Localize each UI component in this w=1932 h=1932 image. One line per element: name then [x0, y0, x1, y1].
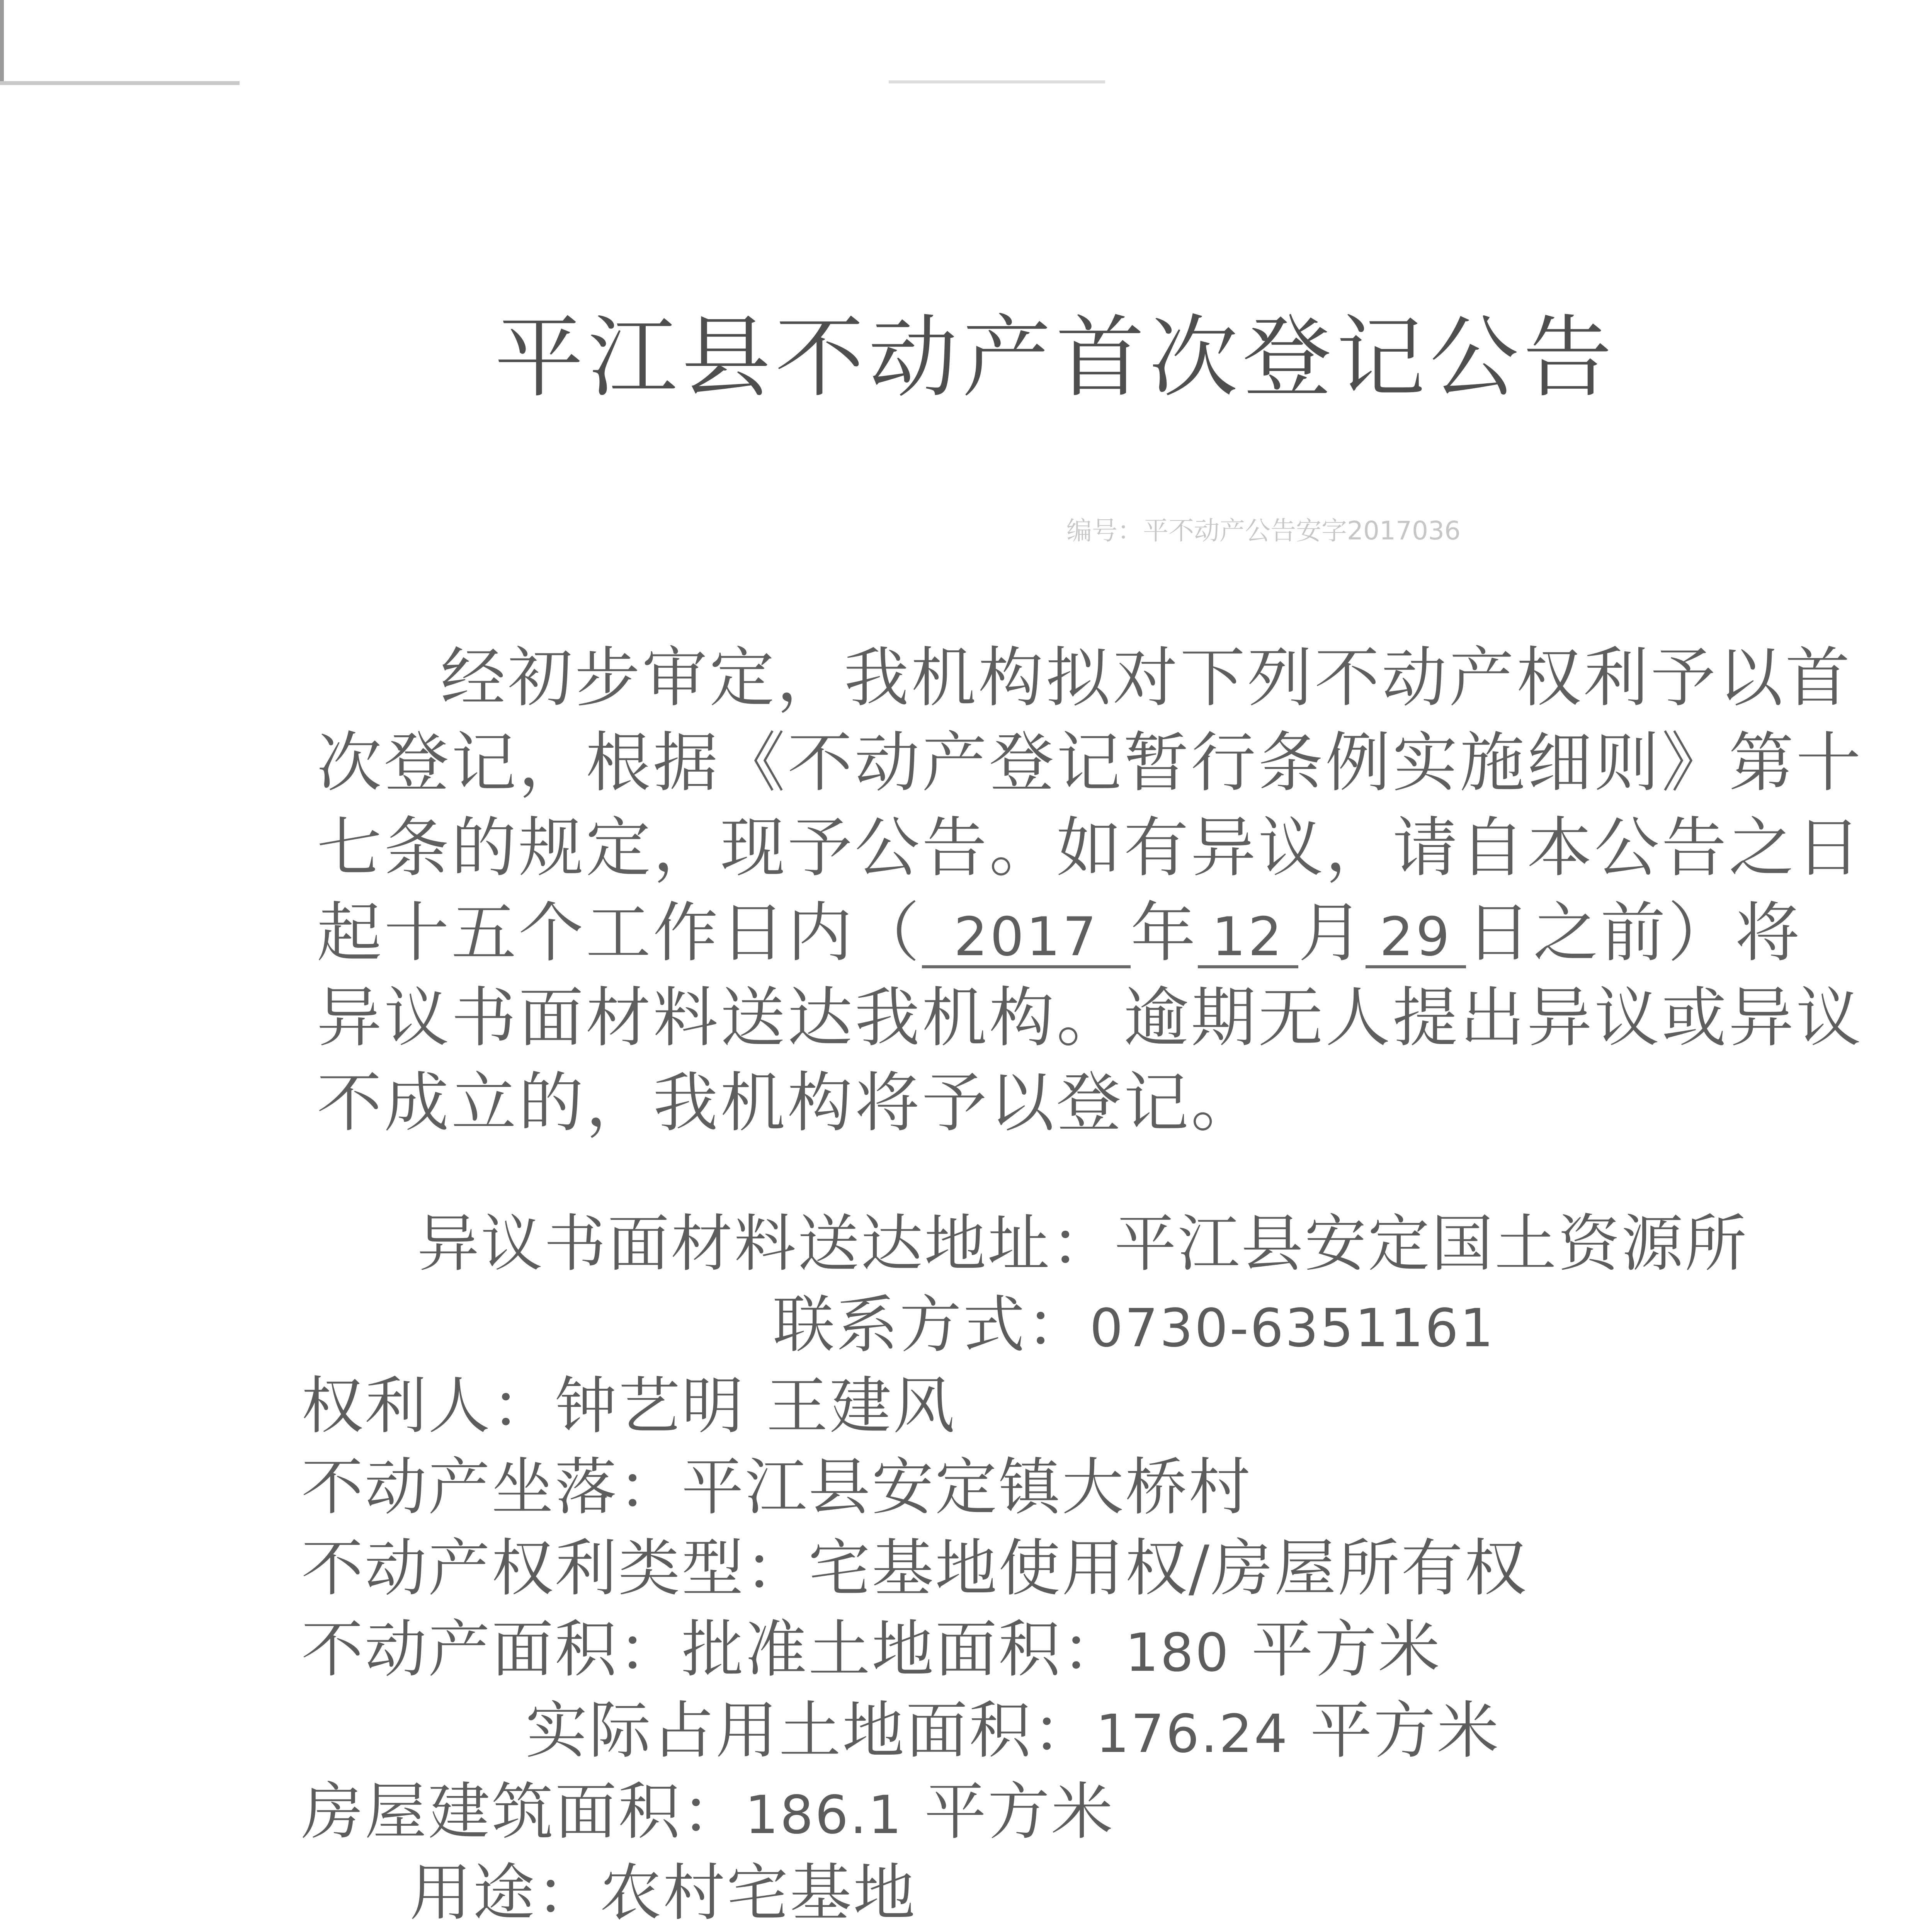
body-line-1: 经初步审定，我机构拟对下列不动产权利予以首 [440, 640, 1852, 716]
owner-label: 权利人： [301, 1370, 555, 1442]
owner-value: 钟艺明 王建风 [555, 1370, 956, 1442]
actual-area-unit: 平方米 [1310, 1694, 1500, 1767]
page-title: 平江县不动产首次登记公告 [495, 306, 1617, 410]
scan-edge-left [0, 0, 4, 85]
usage-label: 用途： [410, 1857, 600, 1929]
deadline-month: 12 [1198, 909, 1298, 968]
approved-area-unit: 平方米 [1251, 1613, 1442, 1685]
deadline-year: 2017 [922, 909, 1131, 968]
body-line-6: 不成立的，我机构将予以登记。 [317, 1065, 1258, 1141]
owner-row [301, 1356, 956, 1445]
contact-row [773, 1275, 1495, 1364]
approved-area-value: 180 [1125, 1622, 1230, 1684]
month-char: 月 [1298, 895, 1366, 971]
building-area-unit: 平方米 [924, 1776, 1115, 1848]
area-label: 不动产面积： [301, 1613, 682, 1685]
building-area-row [301, 1762, 1114, 1851]
right-type-row [301, 1519, 1528, 1607]
contact-value: 0730-6351161 [1090, 1298, 1495, 1359]
usage-value: 农村宅基地 [600, 1857, 917, 1929]
address-value: 平江县安定国土资源所 [1114, 1208, 1748, 1280]
building-area-value: 186.1 [745, 1785, 903, 1846]
location-label: 不动产坐落： [301, 1451, 682, 1523]
year-char: 年 [1131, 895, 1198, 971]
location-value: 平江县安定镇大桥村 [682, 1451, 1252, 1523]
body-line-4 [317, 881, 1802, 974]
approved-area-row [301, 1600, 1442, 1689]
deadline-day: 29 [1366, 909, 1466, 968]
deadline-prefix: 起十五个工作日内（ [317, 895, 922, 971]
doc-number: 编号：平不动产公告安字2017036 [1066, 516, 1461, 546]
deadline-suffix: 日之前）将 [1466, 895, 1802, 971]
building-area-label: 房屋建筑面积： [301, 1776, 745, 1848]
usage-row [410, 1843, 917, 1932]
actual-area-value: 176.24 [1096, 1704, 1289, 1765]
body-line-3: 七条的规定，现予公告。如有异议，请自本公告之日 [317, 810, 1863, 886]
right-type-value: 宅基地使用权/房屋所有权 [808, 1532, 1528, 1604]
address-row [417, 1194, 1748, 1283]
approved-area-label: 批准土地面积： [682, 1613, 1126, 1685]
body-line-2: 次登记，根据《不动产登记暂行条例实施细则》第十 [317, 725, 1863, 801]
contact-label: 联系方式： [773, 1289, 1090, 1361]
actual-area-row [526, 1681, 1500, 1770]
location-row [301, 1437, 1252, 1526]
scan-edge-top-mark [889, 80, 1105, 83]
scan-edge-top [0, 81, 240, 85]
body-line-5: 异议书面材料送达我机构。逾期无人提出异议或异议 [317, 980, 1863, 1056]
address-label: 异议书面材料送达地址： [417, 1208, 1115, 1280]
right-type-label: 不动产权利类型： [301, 1532, 809, 1604]
actual-area-label: 实际占用土地面积： [526, 1694, 1096, 1767]
